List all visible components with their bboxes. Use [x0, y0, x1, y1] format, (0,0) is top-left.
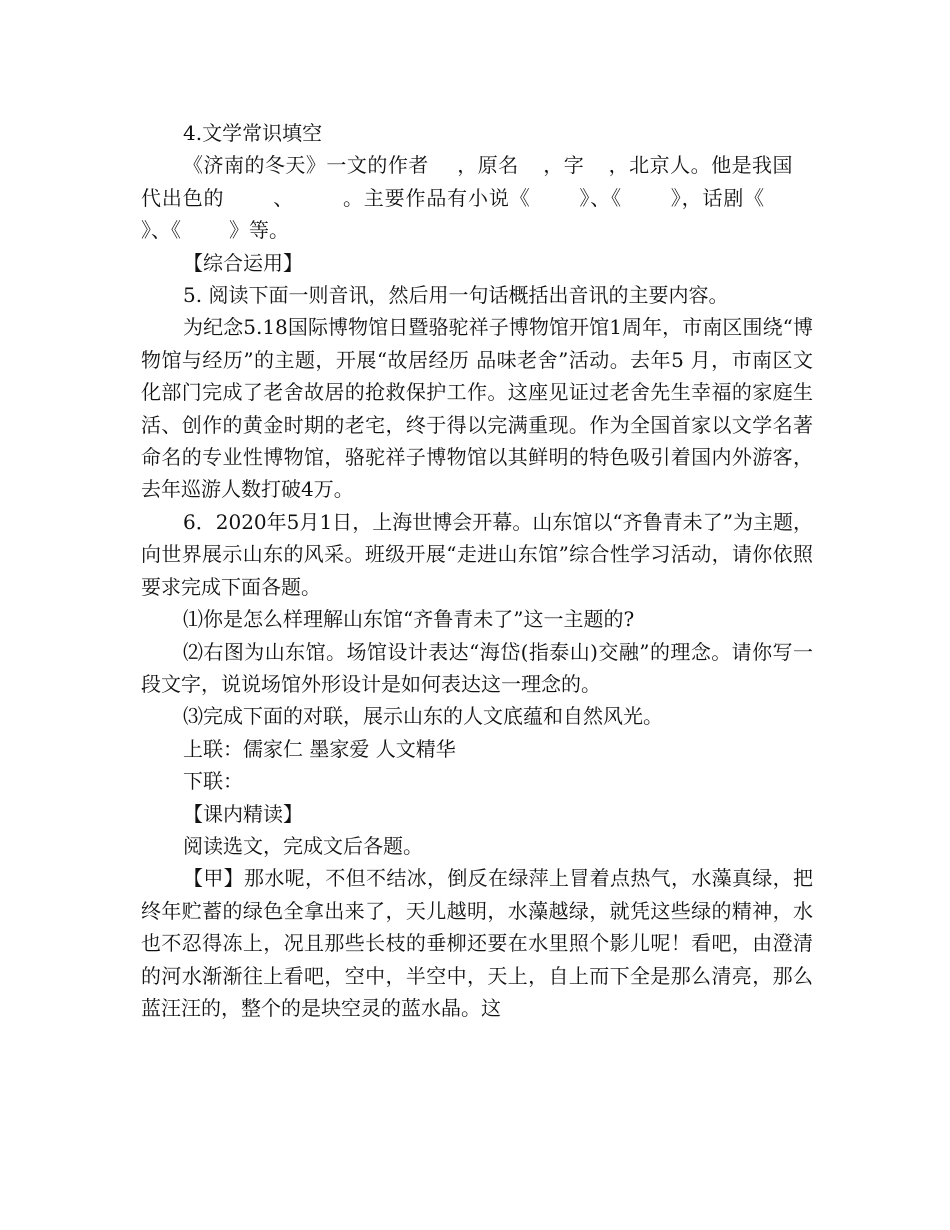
- blank-text-segment: 《济南的冬天》一文的作者: [183, 153, 429, 178]
- question-5-passage: 为纪念5.18国际博物馆日暨骆驼祥子博物馆开馆1周年，市南区围绕“博物馆与经历”的主题，开展“故居经历 品味老舍”活动。去年5 月，市南区文化部门完成了老舍故居的抢救保护工作。这座见证过老舍先生幸福的家庭生活、创作的黄金时期的老宅，终于得以完满重现。作为全国首家以文学名著命名的专业性博物馆，骆驼祥子博物馆以其鲜明的特色吸引着国内外游客，去年巡游人数打破4万。: [141, 315, 813, 502]
- blank-text-segment: 》，话剧《: [669, 185, 766, 210]
- blank-text-segment: 》、《: [141, 218, 181, 243]
- question-6-sub-3: ⑶完成下面的对联，展示山东的人文底蕴和自然风光。: [183, 704, 663, 729]
- question-6-prompt: 6．2020年5月1日，上海世博会开幕。山东馆以“齐鲁青未了”为主题，向世界展示山东的风采。班级开展“走进山东馆”综合性学习活动，请你依照要求完成下面各题。: [141, 509, 813, 599]
- blank-text-segment: 。主要作品有小说《: [342, 185, 531, 210]
- couplet-lower: 下联：: [183, 769, 243, 794]
- section-heading-integrated: 【综合运用】: [183, 250, 303, 275]
- couplet-upper: 上联：儒家仁 墨家爱 人文精华: [183, 736, 456, 761]
- question-5-prompt: 5. 阅读下面一则音讯，然后用一句话概括出音讯的主要内容。: [183, 283, 729, 308]
- blank-text-segment: 》等。: [229, 218, 289, 243]
- blank-text-segment: 代出色的: [141, 185, 225, 210]
- question-6-sub-2: ⑵右图为山东馆。场馆设计表达“海岱(指泰山)交融”的理念。请你写一段文字，说说场馆外形设计是如何表达这一理念的。: [141, 639, 813, 696]
- passage-jia: 【甲】那水呢，不但不结冰，倒反在绿萍上冒着点热气，水藻真绿，把终年贮蓄的绿色全拿出来了，天儿越明，水藻越绿，就凭这些绿的精神，水也不忍得冻上，况且那些长枝的垂柳还要在水里照个影儿呢！看吧，由澄清的河水渐渐往上看吧，空中，半空中，天上，自上而下全是那么清亮，那么蓝汪汪的，整个的是块空灵的蓝水晶。这: [141, 866, 813, 1020]
- reading-instruction: 阅读选文，完成文后各题。: [183, 833, 423, 858]
- question-6-sub-1: ⑴你是怎么样理解山东馆“齐鲁青未了”这一主题的?: [183, 607, 635, 632]
- question-4-fill-blank: [141, 149, 813, 246]
- section-heading-reading: 【课内精读】: [183, 801, 303, 826]
- blank-text-segment: ，原名: [456, 153, 519, 178]
- blank-text-segment: ，北京人。他是我国: [608, 153, 794, 178]
- document-body: [141, 117, 813, 1024]
- blank-text-segment: ，字: [542, 153, 585, 178]
- blank-text-segment: 》、《: [578, 185, 622, 210]
- blank-text-segment: 、: [272, 185, 295, 210]
- question-4-heading: 4.文学常识填空: [183, 121, 323, 145]
